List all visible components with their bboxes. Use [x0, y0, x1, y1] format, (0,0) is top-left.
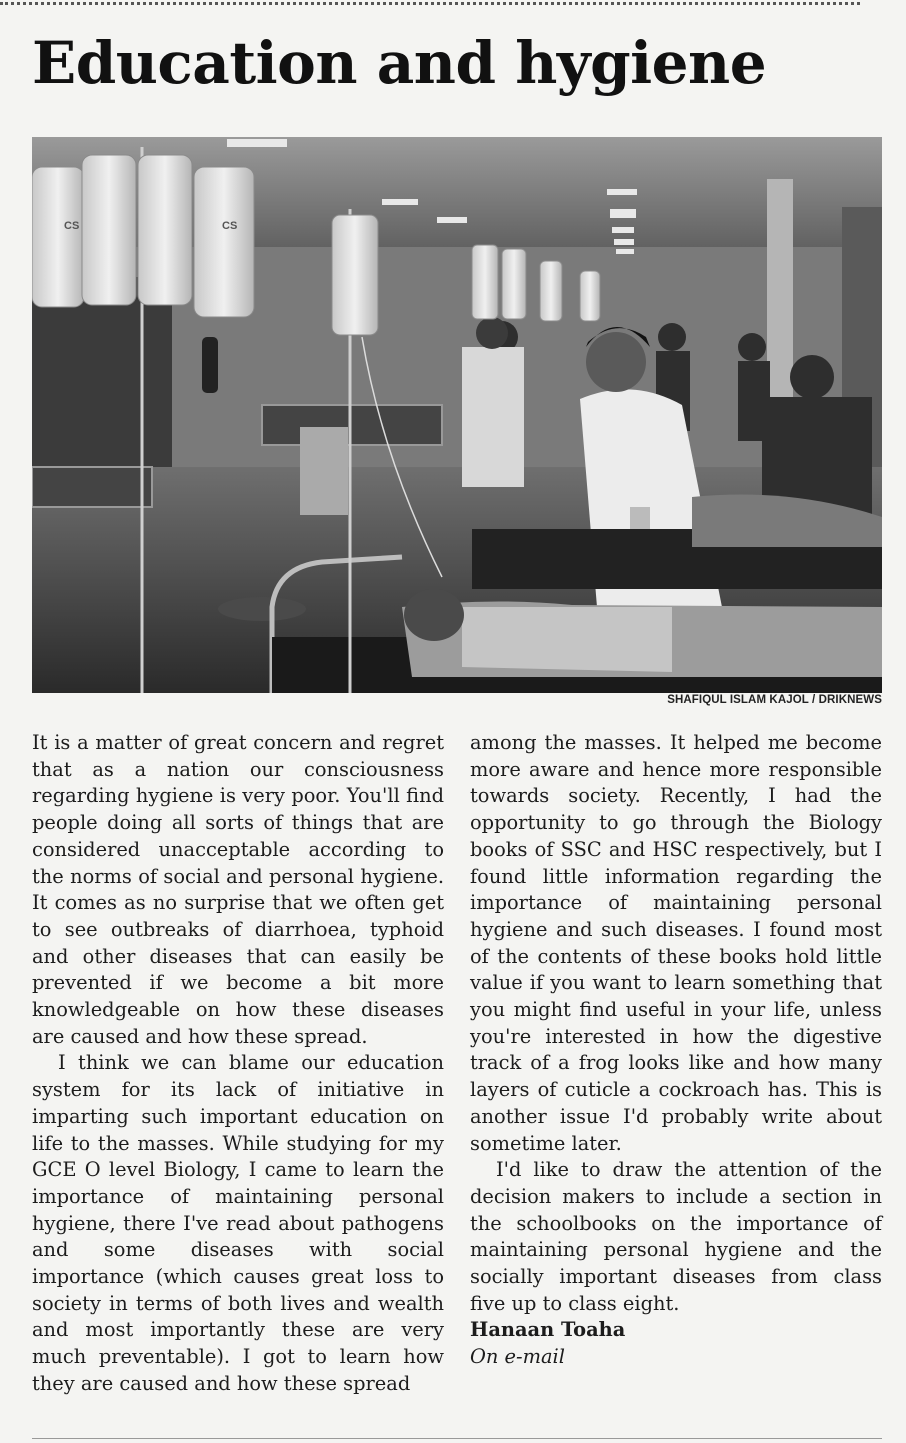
article-photo — [32, 137, 882, 693]
author-name: Hanaan Toaha — [470, 1318, 626, 1342]
photo-credit: SHAFIQUL ISLAM KAJOL / DRIKNEWS — [667, 694, 882, 706]
article-paragraph: It is a matter of great concern and regret that as a nation our consciousness regarding hygiene is very poor. You'll find people doing all sorts of things that are considered unacceptable according to the norms of social and personal hygiene. It comes as no surprise that we often get to see outbreaks of diarrhoea, typhoid and other diseases that can easily be prevented if we become a bit more knowledgeable on how these diseases are caused and how these spread. — [32, 731, 444, 1048]
hospital-ward-illustration — [32, 137, 882, 693]
iv-bag-label: CS — [222, 220, 238, 232]
article-headline: Education and hygiene — [32, 29, 767, 97]
article-column-left — [32, 730, 444, 1398]
article-paragraph: I'd like to draw the attention of the decision makers to include a section in the schoolbooks on the importance of maintaining personal hygiene and the socially important diseases from class five up to class eight. — [470, 1158, 882, 1315]
top-dotted-rule — [0, 2, 860, 5]
article-column-right — [470, 730, 882, 1371]
bottom-rule — [32, 1438, 882, 1439]
article-paragraph: I think we can blame our education system for its lack of initiative in imparting such important education on life to the masses. While studying for my GCE O level Biology, I came to learn the importance of maintaining personal hygiene, there I've read about pathogens and some diseases with social importance (which causes great loss to society in terms of both lives and wealth and most importantly these are very much preventable). I got to learn how they are caused and how these spread — [32, 1051, 444, 1395]
article-paragraph: among the masses. It helped me become more aware and hence more responsible towards society. Recently, I had the opportunity to go through the Biology books of SSC and HSC respectively, but I found little information regarding the importance of maintaining personal hygiene and such diseases. I found most of the contents of these books hold little value if you want to learn something that you might find useful in your life, unless you're interested in how the digestive track of a frog looks like and how many layers of cuticle a cockroach has. This is another issue I'd probably write about sometime later. — [470, 731, 882, 1155]
iv-bag-label: CS — [64, 220, 80, 232]
submission-source: On e-mail — [470, 1345, 565, 1369]
